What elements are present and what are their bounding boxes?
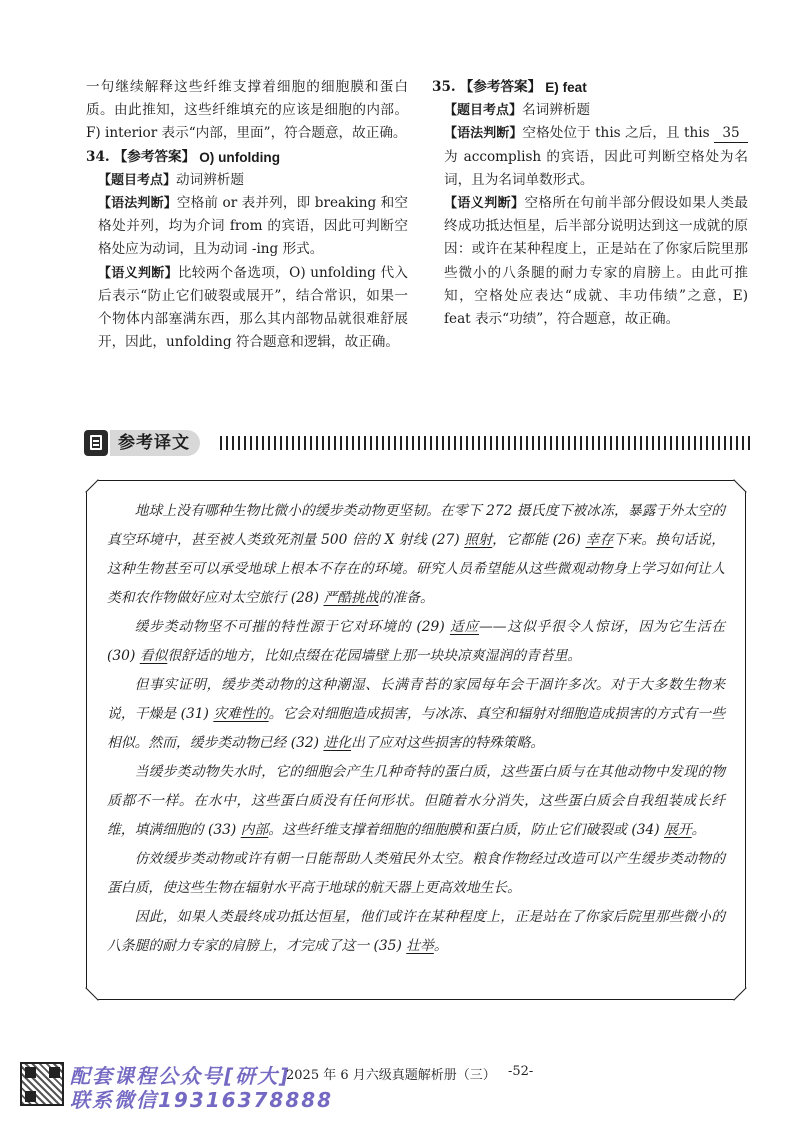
q35-topic-tag: 【题目考点】 — [444, 103, 523, 119]
q35-grammar — [432, 122, 748, 192]
watermark-line-2: 联系微信19316378888 — [70, 1088, 334, 1112]
watermark-line-1: 配套课程公众号[研大] — [70, 1064, 291, 1088]
translation-box — [86, 480, 746, 1000]
q34-semantic-tag: 【语义判断】 — [98, 265, 178, 281]
translation-paragraph-4: 当缓步类动物失水时，它的细胞会产生几种奇特的蛋白质，这些蛋白质与在其他动物中发现的物质都不一样。在水中，这些蛋白质没有任何形状。但随着水分消失，这些蛋白质会自我组装成长纤维，填满细胞的 (33) 内部。这些纤维支撑着细胞的细胞膜和蛋白质，防止它们破裂或 (34) 展开。 — [107, 764, 725, 838]
translation-paragraph-5: 仿效缓步类动物或许有朝一日能帮助人类殖民外太空。粮食作物经过改造可以产生缓步类动物的蛋白质，使这些生物在辐射水平高于地球的航天器上更高效地生长。 — [107, 851, 725, 896]
q35-semantic-tag: 【语义判断】 — [444, 196, 525, 212]
left-column — [86, 76, 408, 354]
answer-30: 看似 — [139, 648, 168, 664]
q34-topic-tag: 【题目考点】 — [98, 172, 177, 188]
q35-semantic — [432, 192, 748, 331]
answer-31: 灾难性的 — [213, 706, 269, 722]
answer-27: 照射 — [464, 532, 493, 548]
answer-29: 适应 — [449, 619, 479, 635]
q34-grammar-text: 空格前 or 表并列，即 breaking 和空格处并列，均为介词 from 的宾语，因此可判断空格处应为动词，且为动词 -ing 形式。 — [98, 195, 408, 258]
q34-topic — [86, 169, 408, 192]
translation-text — [107, 497, 725, 961]
answer-26: 幸存 — [585, 532, 614, 548]
document-icon — [84, 430, 108, 456]
q35-answer-label: 【参考答案】 — [459, 79, 542, 95]
q34-topic-text: 动词辨析题 — [176, 171, 244, 188]
q35-answer-heading — [432, 76, 748, 99]
page-info: 2025 年 6 月六级真题解析册（三） — [286, 1068, 496, 1083]
answer-33: 内部 — [240, 822, 269, 838]
right-column — [432, 76, 748, 331]
answer-32: 进化 — [323, 735, 352, 751]
answer-35: 壮举 — [406, 938, 434, 954]
q35-semantic-text: 空格所在句前半部分假设如果人类最终成功抵达恒星，后半部分说明达到这一成就的原因：或许在某种程度上，正是站在了你家后院里那些微小的八条腿的耐力专家的肩膀上。由此可推知，空格处应表达“成就、丰功伟绩”之意，E) feat 表示“功绩”，符合题意，故正确。 — [444, 195, 748, 328]
section-title: 参考译文 — [110, 430, 200, 456]
translation-paragraph-6: 因此，如果人类最终成功抵达恒星，他们或许在某种程度上，正是站在了你家后院里那些微小的八条腿的耐力专家的肩膀上，才完成了这一 (35) 壮举。 — [107, 909, 725, 954]
page-number: -52- — [508, 1064, 534, 1079]
translation-paragraph-1: 地球上没有哪种生物比微小的缓步类动物更坚韧。在零下 272 摄氏度下被冰冻，暴露于外太空的真空环境中，甚至被人类致死剂量 500 倍的 X 射线 (27) 照射，它都能 (26) 幸存下来。换句话说，这种生物甚至可以承受地球上根本不存在的环境。研究人员希望能从这些微观动物身上学习如何让人类和农作物做好应对太空旅行 (28) 严酷挑战的准备。 — [107, 503, 725, 606]
section-heading-bar — [84, 428, 750, 458]
section-divider-stripes — [220, 436, 750, 450]
q33-explanation-tail: 一句继续解释这些纤维支撑着细胞的细胞膜和蛋白质。由此推知，这些纤维填充的应该是细胞的内部。F) interior 表示“内部，里面”，符合题意，故正确。 — [86, 79, 408, 142]
q34-answer-heading — [86, 146, 408, 169]
q35-grammar-tag: 【语法判断】 — [444, 126, 523, 142]
translation-paragraph-3: 但事实证明，缓步类动物的这种潮湿、长满青苔的家园每年会干涸许多次。对于大多数生物来说，干燥是 (31) 灾难性的。它会对细胞造成损害，与冰冻、真空和辐射对细胞造成损害的方式有一些相似。然而，缓步类动物已经 (32) 进化出了应对这些损害的特殊策略。 — [107, 677, 726, 751]
q35-answer-value: E) feat — [545, 80, 587, 95]
qr-code-icon — [20, 1062, 64, 1106]
q34-answer-value: O) unfolding — [199, 149, 280, 165]
q35-number: 35. — [432, 79, 456, 95]
q34-grammar-tag: 【语法判断】 — [98, 196, 177, 212]
answer-34: 展开 — [664, 822, 692, 838]
q34-grammar — [86, 192, 408, 262]
q35-topic-text: 名词辨析题 — [522, 102, 590, 119]
q34-number: 34. — [86, 148, 110, 165]
answer-28: 严酷挑战 — [323, 590, 379, 606]
q35-grammar-before: 空格处位于 this 之后，且 this — [522, 125, 714, 142]
translation-paragraph-2: 缓步类动物坚不可摧的特性源于它对环境的 (29) 适应——这似乎很令人惊讶，因为它生活在 (30) 看似很舒适的地方，比如点缀在花园墙壁上那一块块凉爽湿润的青苔里。 — [107, 619, 726, 664]
q34-semantic-text: 比较两个备选项，O) unfolding 代入后表示“防止它们破裂或展开”，结合常识，如果一个物体内部塞满东西，那么其内部物品就很难舒展开，因此，unfolding 符合题意和逻辑，故正确。 — [98, 264, 408, 351]
q35-topic — [432, 99, 748, 122]
q34-answer-label: 【参考答案】 — [113, 148, 196, 165]
q35-grammar-blank: 35 — [714, 124, 748, 143]
q34-semantic — [86, 262, 408, 355]
page-footer — [0, 1060, 800, 1120]
q35-grammar-after: 为 accomplish 的宾语，因此可判断空格处为名词，且为名词单数形式。 — [444, 148, 748, 188]
